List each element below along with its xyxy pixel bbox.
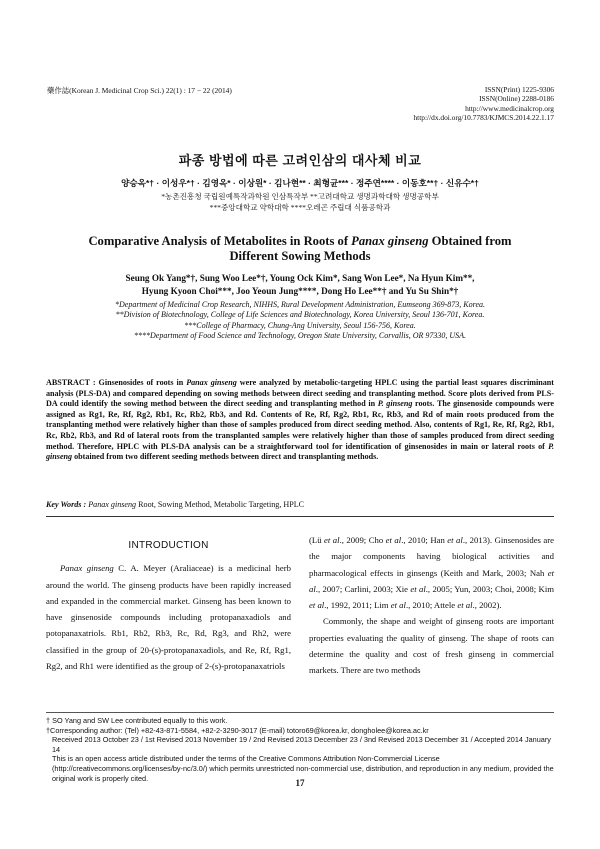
doi-link[interactable]: http://dx.doi.org/10.7783/KJMCS.2014.22.1.17 [413, 113, 554, 123]
title-text: Comparative Analysis of Metabolites in Roots of [88, 234, 352, 248]
english-authors [50, 272, 550, 297]
page-number: 17 [295, 778, 305, 788]
keywords-species: Panax ginseng [88, 500, 137, 509]
citation-etal: et al [385, 535, 402, 545]
journal-citation: 藥作誌(Korean J. Medicinal Crop Sci.) 22(1) : 17 − 22 (2014) [47, 86, 232, 95]
affiliation-line: **Division of Biotechnology, College of Life Sciences and Biotechnology, Korea University, Seoul 136-701, Korea. [115, 310, 485, 320]
title-species: Panax ginseng [351, 234, 429, 248]
intro-text: ., 2010; Han [401, 535, 448, 545]
introduction-heading: INTRODUCTION [128, 540, 209, 551]
keywords [46, 500, 554, 511]
abstract-text: obtained from two different seeding methods between direct and transplanting methods. [72, 452, 379, 462]
citation-etal: et al [309, 600, 325, 611]
abstract-species: Panax ginseng [186, 378, 237, 387]
journal-url[interactable]: http://www.medicinalcrop.org [465, 103, 554, 113]
title-text: Obtained from [428, 234, 512, 248]
korean-title: 파종 방법에 따른 고려인삼의 대사체 비교 [178, 153, 422, 168]
affiliation-line: ****Department of Food Science and Technology, Oregon State University, Corvallis, OR 97330, USA. [133, 331, 467, 341]
footnote-corresponding-author: †Corresponding author: (Tel) +82-43-871-5584, +82-2-3290-3017 (E-mail) totoro69@korea.kr, dongholee@korea.ac.kr [46, 725, 429, 735]
abstract-text: roots. The ginsenoside compounds were assigned as Rg1, Re, Rf, Rg2, Rb1, Rc, Rb2, Rb3, and Rd. Contents of Re, Rf, Rg2, Rb1, Rc, Rb3, and Rd of main roots produced from the transplanting method were relatively higher than those of samples produced from direct seeding method. Also, contents of Rg1, Re, Rf, Rg2, Rb1, Rc, Rb2, Rb3, and Rd of lateral roots from the transplanted samples were relatively higher than those of samples produced from direct seeding method. Therefore, HPLC with PLS-DA analysis can be a straightforward tool for identification of ginsenosides in main or lateral roots of [46, 399, 554, 451]
keywords-list: Root, Sowing Method, Metabolic Targeting, HPLC [136, 500, 305, 509]
authors-line: Hyung Kyoon Choi***, Joo Yeoun Jung****, Dong Ho Lee**† and Yu Su Shin*† [141, 285, 459, 296]
footnote-received: Received 2013 October 23 / 1st Revised 2013 November 19 / 2nd Revised 2013 December 23 / 3nd Revised 2013 December 31 / Accepted 2014 January 14 [52, 735, 551, 754]
abstract-label: ABSTRACT : [46, 378, 99, 387]
citation-etal: et al [309, 567, 554, 594]
english-affiliations [40, 300, 560, 342]
citation-etal: et al [410, 583, 426, 594]
intro-text: ., 2013). Ginsenosides are the major components having biological activities and pharmacological effects in ginsengs (Keith and Mark, 2003; Nah [309, 535, 555, 578]
citation-etal: et al [324, 535, 340, 545]
korean-affiliation-line: ***중앙대학교 약학대학 ****오레곤 주립대 식품공학과 [209, 202, 391, 212]
intro-text: ., 1992, 2011; Lim [324, 600, 391, 611]
right-column [309, 532, 554, 679]
authors-line: Seung Ok Yang*†, Sung Woo Lee*†, Young Ock Kim*, Sang Won Lee*, Na Hyun Kim**, [125, 273, 475, 283]
intro-text: ., 2007; Carlini, 2003; Xie [315, 583, 411, 594]
intro-species: Panax ginseng [60, 563, 114, 574]
section-divider [46, 516, 554, 517]
abstract-text: were analyzed by metabolic-targeting HPLC using the partial least squares discriminant analysis (PLS-DA) and compared depending on sowing methods between direct seeding and transplanting method. Score plots derived from PLS-DA could identify the sowing method between the direct seeding and transplanting method in [46, 378, 554, 409]
abstract [46, 378, 554, 463]
intro-text: ., 2002). [472, 600, 502, 611]
issn-online: ISSN(Online) 2288-0186 [479, 94, 554, 104]
intro-text: ., 2005; Yun, 2003; Choi, 2008; Kim [425, 583, 554, 594]
journal-identifiers [413, 85, 554, 123]
korean-authors: 양승옥*† · 이성우*† · 김영옥* · 이상원* · 김나현** · 최형균*** · 정주연**** · 이동호**† · 신유수*† [121, 178, 479, 188]
citation-etal: et al [390, 600, 406, 611]
intro-text: (Lü [309, 535, 325, 545]
citation-etal: et al [447, 535, 463, 545]
english-title [40, 234, 560, 264]
abstract-species: P. ginseng [46, 441, 554, 462]
abstract-species: P. ginseng [377, 399, 413, 409]
korean-affiliation-line: *농촌진흥청 국립원예특작과학원 인삼특작부 **고려대학교 생명과학대학 생명공학부 [161, 192, 439, 201]
issn-print: ISSN(Print) 1225-9306 [484, 85, 554, 94]
intro-text: ., 2009; Cho [339, 535, 386, 545]
intro-text: ., 2010; Attele [405, 600, 458, 611]
intro-paragraph: Commonly, the shape and weight of ginseng roots are important properties evaluating the quality of ginseng. The shape of roots can determine the quality and cost of fresh ginseng in commercial markets. There are two methods [309, 616, 554, 676]
citation-etal: et al [457, 600, 473, 611]
intro-text: C. A. Meyer (Araliaceae) is a medicinal herb around the world. The ginseng products have been rapidly increased and expanded in the commercial market. Ginseng has been known to have ginsenoside compounds including protopanaxadiols and potopanaxatriols. Rb1, Rb2, Rb3, Rc, Rd, Rg3, and Rh2, were classified in the group of 20-(s)-protopanaxadiols, and Re, Rf, Rg1, Rg2, and Rh1 were identified as the group of 2-(s)-protopanaxatriols [46, 563, 291, 672]
affiliation-line: ***College of Pharmacy, Chung-Ang University, Seoul 156-756, Korea. [184, 320, 416, 330]
footnote-equal-contribution: † SO Yang and SW Lee contributed equally to this work. [46, 716, 228, 725]
abstract-text: Ginsenosides of roots in [98, 378, 187, 387]
title-text: Different Sowing Methods [229, 249, 371, 263]
left-column [46, 538, 291, 674]
keywords-label: Key Words : [46, 500, 89, 509]
footnotes [46, 716, 554, 783]
footnote-license: This is an open access article distributed under the terms of the Creative Commons Attribution Non-Commercial License (http://creativecommons.org/licenses/by-nc/3.0/) which permits unrestricted non-commercial use, distribution, and reproduction in any medium, provided the original work is properly cited. [52, 754, 554, 783]
footnote-rule [46, 712, 554, 713]
intro-paragraph [309, 532, 554, 613]
intro-paragraph [46, 560, 291, 674]
korean-affiliations [0, 192, 600, 213]
affiliation-line: *Department of Medicinal Crop Research, NIHHS, Rural Development Administration, Eumseong 369-873, Korea. [114, 300, 486, 309]
